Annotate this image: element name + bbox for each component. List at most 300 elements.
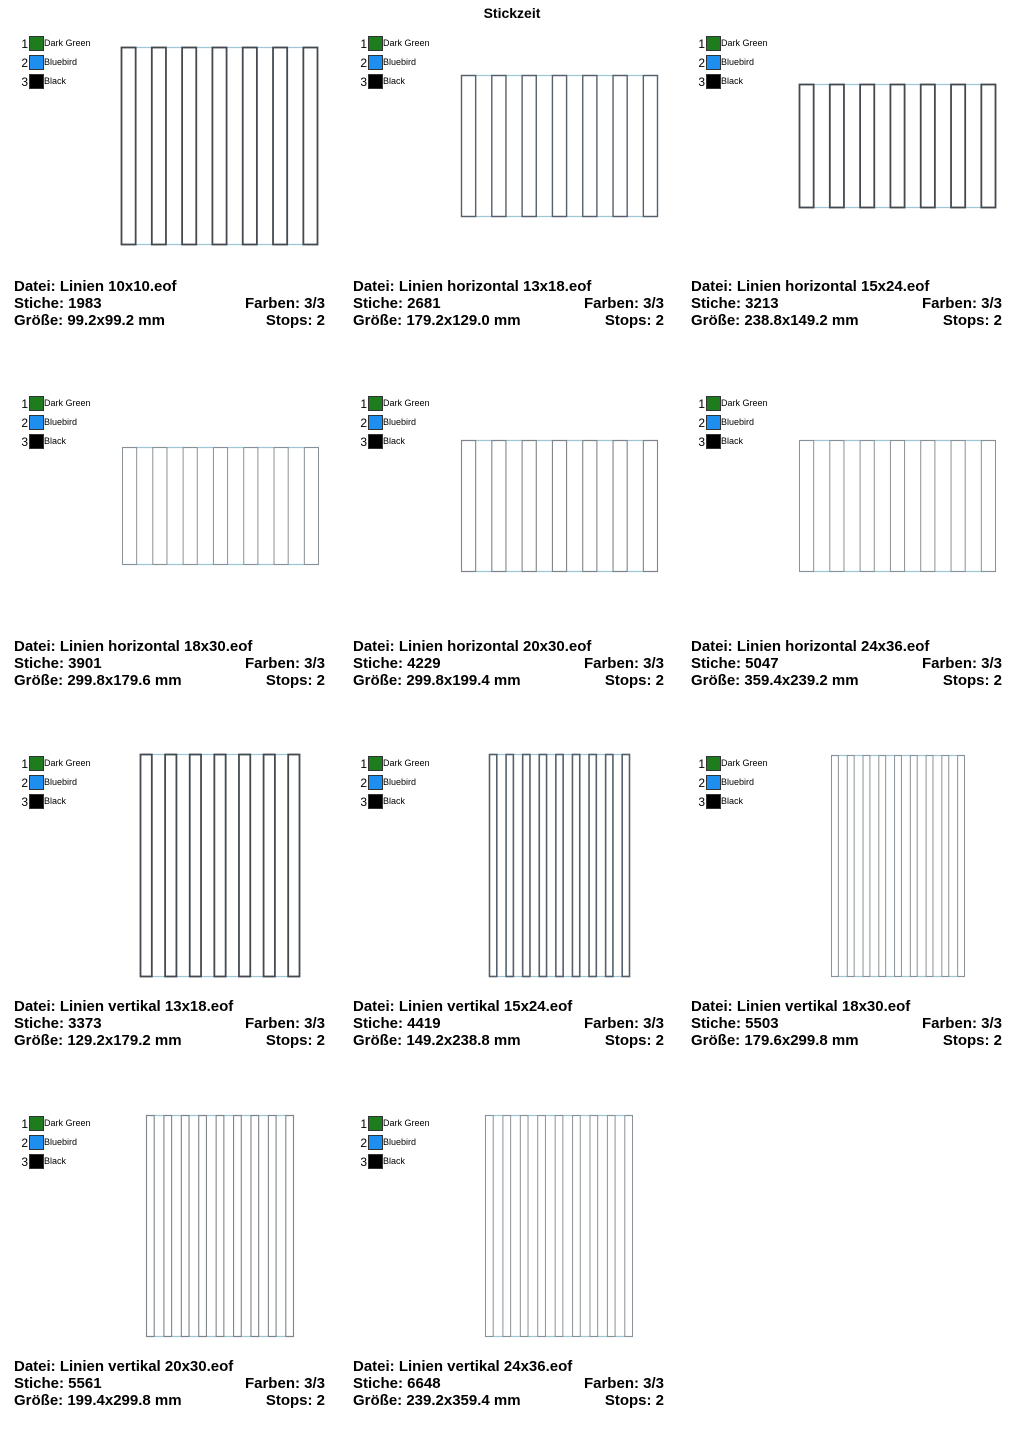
stitch-strip [552, 441, 566, 572]
stitch-strip [606, 755, 613, 977]
color-name: Dark Green [44, 38, 91, 48]
color-name: Dark Green [383, 398, 430, 408]
color-name: Bluebird [44, 57, 78, 67]
color-swatch [368, 434, 383, 449]
design-preview [461, 75, 658, 217]
size-row [14, 1392, 325, 1409]
stitch-strip [165, 755, 176, 977]
color-swatch [29, 1154, 44, 1169]
color-number: 2 [21, 776, 28, 790]
stitch-strip [486, 1116, 494, 1337]
stitch-strip [643, 441, 657, 572]
design-size: Größe: 299.8x179.6 mm [14, 672, 182, 689]
color-name: Bluebird [383, 777, 417, 787]
stitch-strip [123, 448, 137, 565]
design-preview [831, 755, 965, 977]
design-info [353, 638, 664, 689]
stitch-strip [926, 756, 933, 977]
color-name: Dark Green [383, 1118, 430, 1128]
stitch-strip [538, 1116, 546, 1337]
color-name: Dark Green [721, 758, 768, 768]
stitch-strip [622, 755, 629, 977]
design-info [691, 638, 1002, 689]
stitch-strip [244, 448, 258, 565]
design-info [691, 278, 1002, 329]
color-swatch [368, 775, 383, 790]
design-preview [140, 754, 300, 977]
file-name: Datei: Linien horizontal 13x18.eof [353, 278, 592, 295]
color-name: Bluebird [44, 1137, 78, 1147]
color-number: 3 [21, 435, 28, 449]
stitch-strip [590, 1116, 598, 1337]
stitch-strip [182, 48, 196, 245]
color-number: 2 [21, 56, 28, 70]
stitch-strip [832, 756, 839, 977]
stitch-strip [522, 441, 536, 572]
color-swatch [368, 74, 383, 89]
color-swatch [29, 1116, 44, 1131]
stitch-row [691, 655, 1002, 672]
stitch-strip [860, 85, 874, 208]
color-name: Dark Green [44, 1118, 91, 1128]
stitch-strip [523, 755, 530, 977]
stitch-strip [910, 756, 917, 977]
stitch-strip [251, 1116, 259, 1337]
stitch-count: Stiche: 3901 [14, 655, 102, 672]
stitch-strip [122, 48, 136, 245]
stop-count: Stops: 2 [942, 1032, 1002, 1049]
stitch-strip [213, 448, 227, 565]
stitch-strip [539, 755, 546, 977]
stitch-row [353, 1375, 664, 1392]
color-name: Bluebird [721, 417, 755, 427]
color-name: Black [44, 436, 67, 446]
color-name: Black [721, 796, 744, 806]
color-number: 3 [698, 435, 705, 449]
color-number: 3 [21, 75, 28, 89]
color-name: Black [383, 796, 406, 806]
file-name: Datei: Linien horizontal 15x24.eof [691, 278, 930, 295]
stitch-strip [490, 755, 497, 977]
color-number: 1 [21, 757, 28, 771]
stitch-strip [303, 48, 317, 245]
stitch-strip [234, 1116, 242, 1337]
stop-count: Stops: 2 [265, 1392, 325, 1409]
design-card [691, 728, 1021, 1078]
color-swatch [706, 396, 721, 411]
color-swatch [368, 1116, 383, 1131]
size-row [691, 672, 1002, 689]
stitch-strip [274, 448, 288, 565]
design-card [14, 728, 344, 1078]
color-swatch [29, 756, 44, 771]
stitch-row [691, 1015, 1002, 1032]
stitch-strip [863, 756, 870, 977]
stitch-strip [239, 755, 250, 977]
stitch-strip [183, 448, 197, 565]
color-count: Farben: 3/3 [244, 1015, 325, 1032]
stop-count: Stops: 2 [604, 1032, 664, 1049]
file-row [353, 1358, 664, 1375]
color-number: 2 [360, 776, 367, 790]
design-size: Größe: 239.2x359.4 mm [353, 1392, 521, 1409]
stitch-strip [190, 755, 201, 977]
color-number: 3 [360, 795, 367, 809]
color-name: Bluebird [383, 57, 417, 67]
stitch-row [353, 295, 664, 312]
stitch-strip [522, 76, 536, 217]
design-size: Größe: 129.2x179.2 mm [14, 1032, 182, 1049]
stitch-strip [243, 48, 257, 245]
color-name: Dark Green [44, 398, 91, 408]
stitch-strip [462, 441, 476, 572]
stop-count: Stops: 2 [942, 312, 1002, 329]
stitch-pattern [461, 75, 658, 217]
size-row [353, 312, 664, 329]
color-number: 2 [360, 416, 367, 430]
stop-count: Stops: 2 [604, 312, 664, 329]
stitch-strip [895, 756, 902, 977]
stitch-strip [555, 1116, 563, 1337]
file-row [14, 638, 325, 655]
page-title: Stickzeit [483, 5, 541, 21]
stitch-pattern [485, 1115, 633, 1337]
design-preview [485, 1115, 633, 1337]
stop-count: Stops: 2 [265, 1032, 325, 1049]
color-number: 3 [21, 1155, 28, 1169]
stitch-strip [288, 755, 299, 977]
file-name: Datei: Linien 10x10.eof [14, 278, 177, 295]
color-number: 3 [698, 75, 705, 89]
design-card [14, 368, 344, 718]
stop-count: Stops: 2 [604, 1392, 664, 1409]
color-name: Black [44, 1156, 67, 1166]
stitch-strip [583, 76, 597, 217]
stitch-strip [492, 441, 506, 572]
color-swatch [706, 415, 721, 430]
color-count: Farben: 3/3 [244, 295, 325, 312]
file-row [353, 998, 664, 1015]
size-row [691, 312, 1002, 329]
color-name: Bluebird [383, 417, 417, 427]
design-info [691, 998, 1002, 1049]
color-swatch [368, 36, 383, 51]
stitch-strip [264, 755, 275, 977]
stitch-row [14, 295, 325, 312]
color-count: Farben: 3/3 [244, 1375, 325, 1392]
stitch-strip [141, 755, 152, 977]
stitch-strip [506, 755, 513, 977]
stitch-strip [556, 755, 563, 977]
color-number: 2 [21, 1136, 28, 1150]
file-name: Datei: Linien horizontal 20x30.eof [353, 638, 592, 655]
stitch-row [14, 1375, 325, 1392]
design-card [14, 1088, 344, 1438]
design-size: Größe: 179.6x299.8 mm [691, 1032, 859, 1049]
stitch-strip [607, 1116, 615, 1337]
design-size: Größe: 359.4x239.2 mm [691, 672, 859, 689]
design-preview [146, 1115, 294, 1337]
stitch-count: Stiche: 5561 [14, 1375, 102, 1392]
stitch-strip [921, 85, 935, 208]
color-swatch [29, 396, 44, 411]
file-name: Datei: Linien vertikal 24x36.eof [353, 1358, 573, 1375]
design-preview [122, 447, 319, 565]
stitch-strip [800, 85, 814, 208]
color-swatch [368, 55, 383, 70]
color-swatch [368, 415, 383, 430]
stitch-strip [164, 1116, 172, 1337]
file-name: Datei: Linien vertikal 18x30.eof [691, 998, 911, 1015]
stitch-count: Stiche: 2681 [353, 295, 441, 312]
design-info [14, 278, 325, 329]
design-card [353, 1088, 683, 1438]
color-number: 3 [360, 75, 367, 89]
stitch-strip [942, 756, 949, 977]
stitch-row [14, 1015, 325, 1032]
color-count: Farben: 3/3 [244, 655, 325, 672]
color-number: 3 [698, 795, 705, 809]
stitch-strip [492, 76, 506, 217]
color-number: 1 [21, 397, 28, 411]
stitch-strip [147, 1116, 155, 1337]
color-number: 1 [698, 757, 705, 771]
color-number: 1 [21, 1117, 28, 1131]
stitch-strip [503, 1116, 511, 1337]
stitch-pattern [146, 1115, 294, 1337]
color-name: Black [383, 436, 406, 446]
file-name: Datei: Linien vertikal 13x18.eof [14, 998, 234, 1015]
color-name: Dark Green [721, 38, 768, 48]
color-swatch [368, 794, 383, 809]
stop-count: Stops: 2 [604, 672, 664, 689]
stitch-strip [573, 1116, 581, 1337]
file-name: Datei: Linien vertikal 15x24.eof [353, 998, 573, 1015]
stitch-strip [181, 1116, 189, 1337]
stitch-strip [273, 48, 287, 245]
stitch-count: Stiche: 4229 [353, 655, 441, 672]
color-name: Bluebird [721, 57, 755, 67]
file-row [14, 278, 325, 295]
color-number: 2 [360, 1136, 367, 1150]
color-name: Black [44, 796, 67, 806]
color-number: 2 [360, 56, 367, 70]
stitch-count: Stiche: 5047 [691, 655, 779, 672]
stop-count: Stops: 2 [265, 672, 325, 689]
color-name: Bluebird [721, 777, 755, 787]
color-name: Black [44, 76, 67, 86]
stitch-strip [879, 756, 886, 977]
color-number: 2 [698, 776, 705, 790]
stitch-strip [286, 1116, 294, 1337]
file-name: Datei: Linien horizontal 24x36.eof [691, 638, 930, 655]
stitch-strip [643, 76, 657, 217]
size-row [14, 1032, 325, 1049]
design-card [14, 8, 344, 358]
color-name: Bluebird [383, 1137, 417, 1147]
color-swatch [368, 396, 383, 411]
stitch-strip [860, 441, 874, 572]
color-number: 3 [21, 795, 28, 809]
stitch-row [353, 655, 664, 672]
color-count: Farben: 3/3 [583, 1015, 664, 1032]
stitch-strip [212, 48, 226, 245]
stitch-strip [958, 756, 965, 977]
stitch-strip [613, 76, 627, 217]
color-count: Farben: 3/3 [583, 1375, 664, 1392]
stitch-strip [589, 755, 596, 977]
stitch-strip [981, 85, 995, 208]
color-count: Farben: 3/3 [921, 295, 1002, 312]
design-size: Größe: 179.2x129.0 mm [353, 312, 521, 329]
color-swatch [29, 794, 44, 809]
color-count: Farben: 3/3 [921, 655, 1002, 672]
size-row [14, 672, 325, 689]
design-size: Größe: 299.8x199.4 mm [353, 672, 521, 689]
stitch-strip [462, 76, 476, 217]
design-size: Größe: 149.2x238.8 mm [353, 1032, 521, 1049]
color-number: 3 [360, 1155, 367, 1169]
color-name: Bluebird [44, 417, 78, 427]
stitch-pattern [489, 754, 630, 977]
design-size: Größe: 99.2x99.2 mm [14, 312, 165, 329]
stitch-strip [520, 1116, 528, 1337]
design-info [353, 278, 664, 329]
design-info [14, 998, 325, 1049]
design-card [353, 8, 683, 358]
design-card [691, 8, 1021, 358]
size-row [353, 1392, 664, 1409]
stitch-pattern [121, 47, 318, 245]
color-swatch [706, 36, 721, 51]
color-count: Farben: 3/3 [583, 295, 664, 312]
stitch-strip [552, 76, 566, 217]
design-card [353, 368, 683, 718]
color-swatch [706, 794, 721, 809]
stitch-strip [890, 441, 904, 572]
stitch-pattern [461, 440, 658, 572]
color-name: Black [721, 76, 744, 86]
color-number: 1 [360, 1117, 367, 1131]
color-count: Farben: 3/3 [583, 655, 664, 672]
color-swatch [29, 415, 44, 430]
color-name: Black [383, 1156, 406, 1166]
stitch-strip [951, 85, 965, 208]
design-preview [799, 440, 996, 572]
size-row [353, 1032, 664, 1049]
color-name: Dark Green [44, 758, 91, 768]
color-number: 1 [360, 37, 367, 51]
stitch-pattern [831, 755, 965, 977]
stitch-strip [153, 448, 167, 565]
color-swatch [29, 55, 44, 70]
color-name: Black [721, 436, 744, 446]
design-info [353, 998, 664, 1049]
design-info [14, 638, 325, 689]
color-number: 3 [360, 435, 367, 449]
stitch-strip [847, 756, 854, 977]
stitch-strip [625, 1116, 633, 1337]
stitch-pattern [122, 447, 319, 565]
file-row [14, 1358, 325, 1375]
stitch-strip [152, 48, 166, 245]
stitch-strip [214, 755, 225, 977]
stitch-count: Stiche: 6648 [353, 1375, 441, 1392]
color-number: 2 [21, 416, 28, 430]
stitch-strip [830, 441, 844, 572]
design-size: Größe: 199.4x299.8 mm [14, 1392, 182, 1409]
stop-count: Stops: 2 [942, 672, 1002, 689]
color-swatch [706, 55, 721, 70]
size-row [353, 672, 664, 689]
color-number: 1 [698, 37, 705, 51]
color-swatch [706, 434, 721, 449]
stitch-count: Stiche: 5503 [691, 1015, 779, 1032]
color-name: Black [383, 76, 406, 86]
stitch-count: Stiche: 3213 [691, 295, 779, 312]
color-swatch [29, 74, 44, 89]
color-name: Bluebird [44, 777, 78, 787]
design-size: Größe: 238.8x149.2 mm [691, 312, 859, 329]
stitch-strip [304, 448, 318, 565]
color-swatch [368, 1135, 383, 1150]
stitch-strip [981, 441, 995, 572]
file-row [353, 278, 664, 295]
color-name: Dark Green [383, 38, 430, 48]
color-count: Farben: 3/3 [921, 1015, 1002, 1032]
stitch-strip [951, 441, 965, 572]
design-preview [461, 440, 658, 572]
stitch-strip [268, 1116, 276, 1337]
stitch-strip [583, 441, 597, 572]
color-swatch [706, 756, 721, 771]
stitch-strip [572, 755, 579, 977]
file-row [353, 638, 664, 655]
stitch-strip [800, 441, 814, 572]
stitch-pattern [140, 754, 300, 977]
stitch-strip [199, 1116, 207, 1337]
color-number: 1 [360, 757, 367, 771]
stop-count: Stops: 2 [265, 312, 325, 329]
file-name: Datei: Linien vertikal 20x30.eof [14, 1358, 234, 1375]
color-swatch [706, 74, 721, 89]
stitch-row [691, 295, 1002, 312]
stitch-pattern [799, 84, 996, 208]
color-swatch [29, 36, 44, 51]
design-preview [121, 47, 318, 245]
color-number: 2 [698, 56, 705, 70]
stitch-pattern [799, 440, 996, 572]
color-number: 1 [698, 397, 705, 411]
file-name: Datei: Linien horizontal 18x30.eof [14, 638, 253, 655]
design-card [691, 368, 1021, 718]
file-row [691, 278, 1002, 295]
stitch-row [353, 1015, 664, 1032]
color-swatch [368, 756, 383, 771]
file-row [691, 638, 1002, 655]
design-preview [799, 84, 996, 208]
design-preview [489, 754, 630, 977]
file-row [14, 998, 325, 1015]
stitch-count: Stiche: 1983 [14, 295, 102, 312]
color-swatch [368, 1154, 383, 1169]
design-info [353, 1358, 664, 1409]
stitch-row [14, 655, 325, 672]
color-number: 1 [21, 37, 28, 51]
color-name: Dark Green [721, 398, 768, 408]
stitch-strip [613, 441, 627, 572]
size-row [14, 312, 325, 329]
